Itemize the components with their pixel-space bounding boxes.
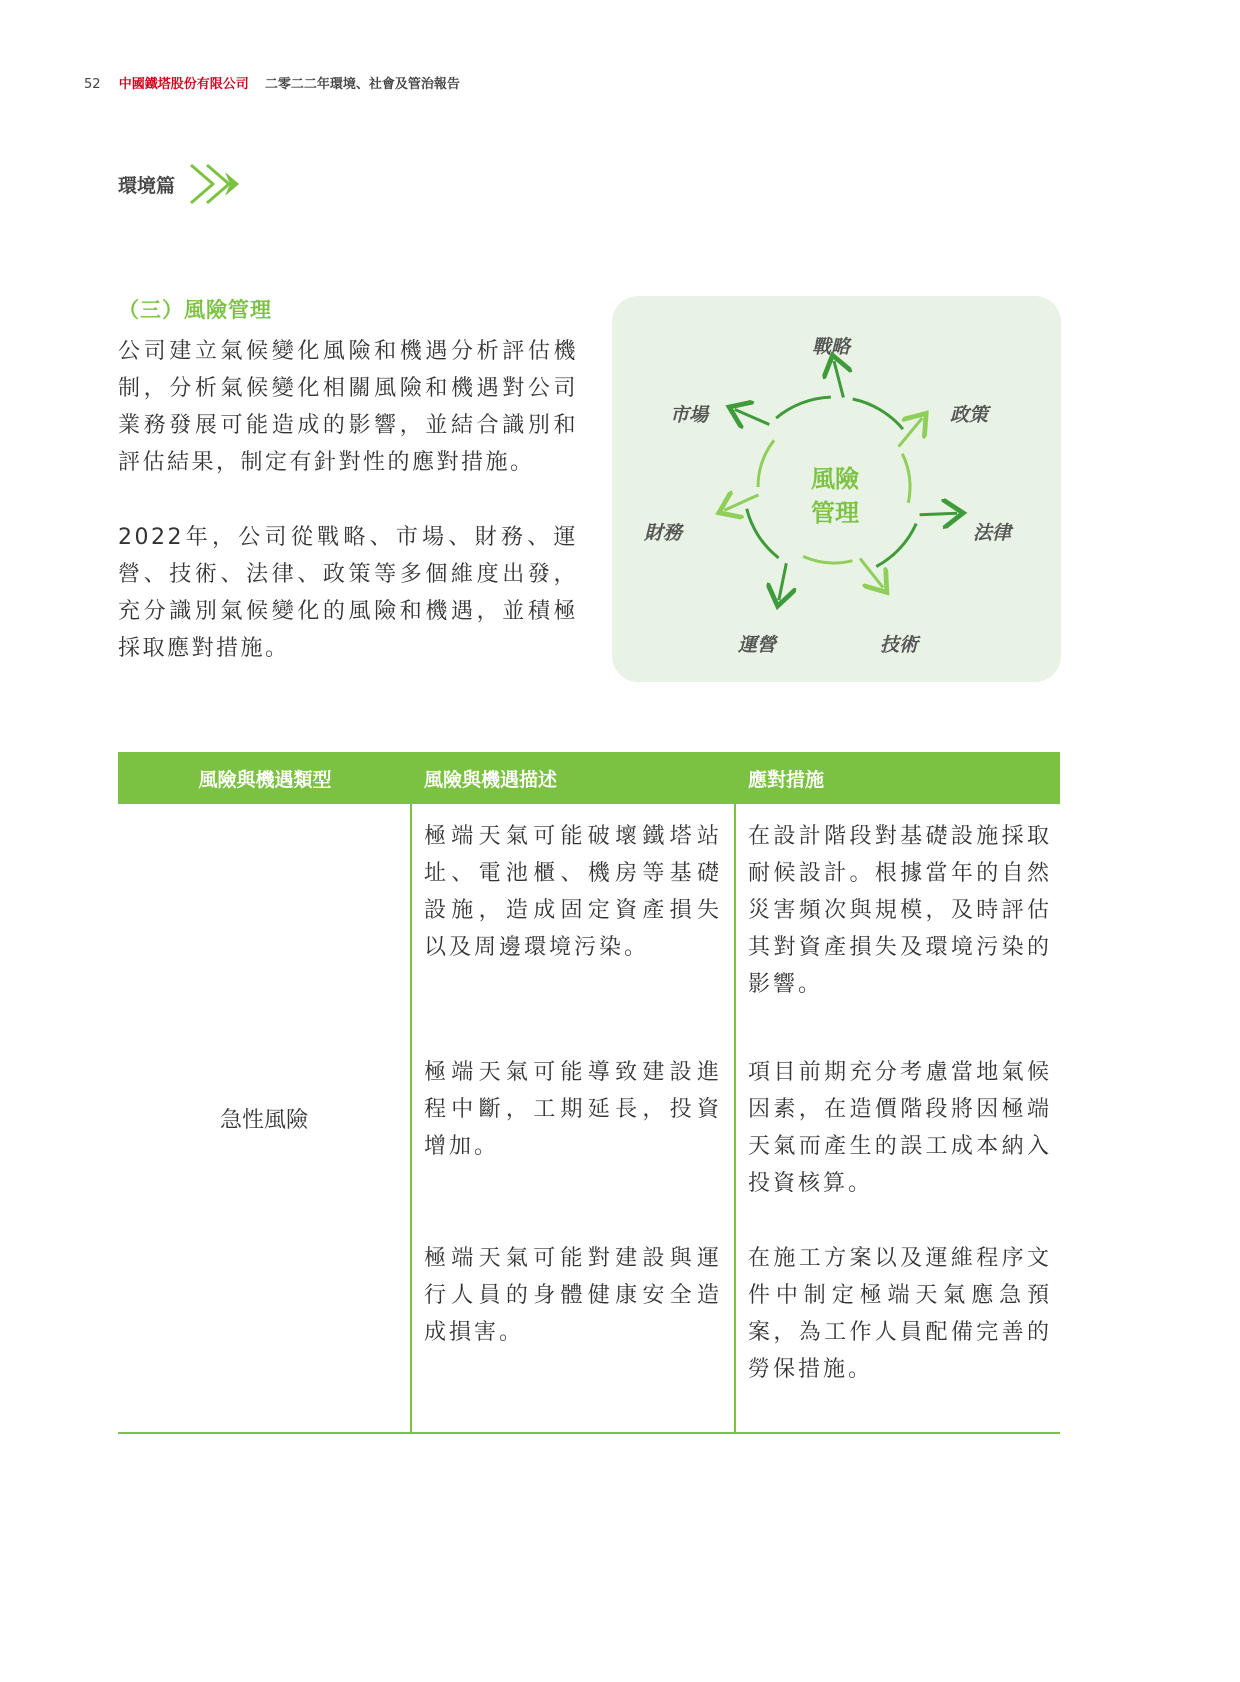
table-row [412, 1226, 1060, 1432]
cycle-arc [747, 509, 779, 558]
cycle-arc [902, 454, 910, 503]
outward-arrow [724, 495, 758, 510]
cycle-arc [758, 440, 774, 487]
double-chevron-icon [185, 162, 245, 206]
outward-arrow [779, 563, 787, 600]
outward-arrow [899, 418, 923, 447]
label-finance: 財務 [644, 522, 683, 544]
subsection-title: （三）風險管理 [118, 298, 272, 322]
page-number: 52 [84, 77, 101, 92]
table-header [118, 752, 1060, 804]
label-legal: 法律 [973, 522, 1012, 544]
dimensions-paragraph: 2022年，公司從戰略、市場、財務、運營、技術、法律、政策等多個維度出發，充分識別氣候變化的風險和機遇，並積極採取應對措施。 [118, 525, 578, 661]
outward-arrow [735, 409, 770, 424]
cycle-arc [853, 399, 903, 429]
outward-arrow [920, 513, 958, 515]
diagram-center-label [780, 462, 890, 530]
risk-category-cell: 急性風險 [118, 804, 412, 1432]
report-title: 二零二二年環境、社會及管治報告 [264, 77, 460, 92]
label-policy: 政策 [950, 404, 989, 426]
measure-cell: 在設計階段對基礎設施採取耐候設計。根據當年的自然災害頻次與規模，及時評估其對資產損失及環境污染的影響。 [748, 824, 1052, 997]
header-type: 風險與機遇類型 [198, 768, 332, 791]
section-tag [118, 162, 245, 206]
cycle-arc [776, 397, 831, 418]
description-cell: 極端天氣可能破壞鐵塔站址、電池櫃、機房等基礎設施，造成固定資產損失以及周邊環境污染。 [424, 824, 722, 960]
outward-arrow [860, 558, 883, 587]
risk-table [118, 752, 1060, 1434]
label-technology: 技術 [880, 634, 919, 656]
cycle-arc [876, 524, 916, 567]
measure-cell: 在施工方案以及運維程序文件中制定極端天氣應急預案，為工作人員配備完善的勞保措施。 [748, 1246, 1052, 1382]
page-header [84, 73, 460, 92]
company-name: 中國鐵塔股份有限公司 [118, 77, 249, 92]
description-cell: 極端天氣可能對建設與運行人員的身體健康安全造成損害。 [424, 1246, 722, 1345]
label-market: 市場 [670, 404, 709, 426]
description-cell: 極端天氣可能導致建設進程中斷，工期延長，投資增加。 [424, 1060, 722, 1159]
measure-cell: 項目前期充分考慮當地氣候因素，在造價階段將因極端天氣而產生的誤工成本納入投資核算。 [748, 1060, 1052, 1196]
center-line-2: 管理 [811, 499, 859, 527]
intro-paragraph: 公司建立氣候變化風險和機遇分析評估機制，分析氣候變化相關風險和機遇對公司業務發展可能造成的影響，並結合識別和評估結果，制定有針對性的應對措施。 [118, 339, 578, 475]
header-measures: 應對措施 [748, 768, 825, 791]
label-strategy: 戰略 [812, 336, 851, 358]
table-row [412, 1040, 1060, 1226]
risk-management-diagram [612, 296, 1061, 682]
outward-arrow [834, 361, 843, 398]
section-label: 環境篇 [118, 174, 176, 197]
cycle-arc [803, 556, 852, 563]
table-body [118, 804, 1060, 1434]
header-description: 風險與機遇描述 [424, 768, 558, 791]
table-row [412, 804, 1060, 1040]
label-operations: 運營 [738, 634, 777, 656]
center-line-1: 風險 [811, 465, 859, 493]
